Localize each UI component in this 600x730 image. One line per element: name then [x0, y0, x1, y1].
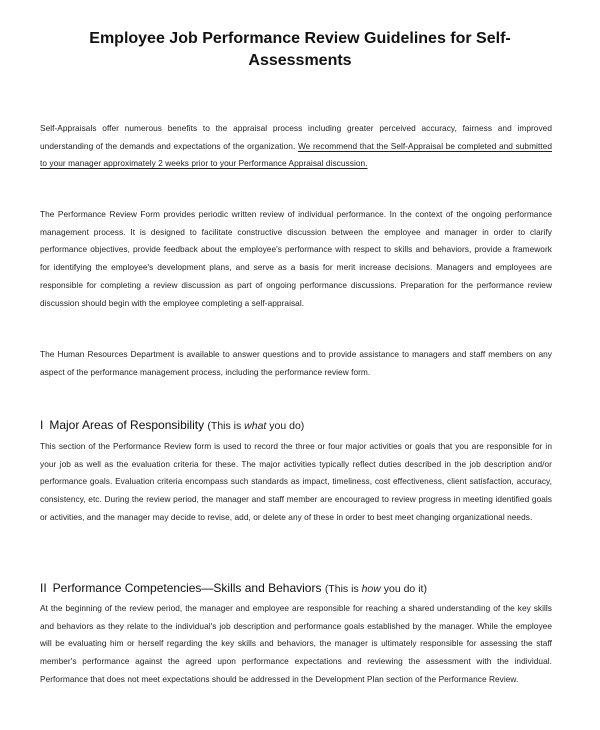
section-2-sub-emphasis: how: [361, 583, 381, 595]
section-2-subtitle: [325, 583, 427, 595]
section-2-heading: [40, 580, 560, 597]
section-2-sub-prefix: (This is: [324, 583, 362, 595]
intro-paragraph: [40, 120, 552, 173]
section-1-sub-prefix: (This is: [207, 420, 245, 432]
section-1-sub-emphasis: what: [244, 420, 267, 432]
section-2-title: Performance Competencies—Skills and Behaviors: [52, 581, 322, 595]
section-1-title: Major Areas of Responsibility: [49, 418, 205, 432]
section-1-subtitle: [207, 420, 304, 432]
document-title: Employee Job Performance Review Guidelines for Self-Assessments: [89, 30, 511, 69]
section-2-body: At the beginning of the review period, the manager and employee are responsible for reaching a shared understanding of the key skills and behaviors as they relate to the individual's job description and performance goals established by the manager. While the employee will be evaluating him or herself regarding the key skills and behaviors, the manager is ultimately responsible for assessing the staff member's performance against the agreed upon performance expectations and reviewing the assessment with the individual. Performance that does not meet expectations should be addressed in the Development Plan section of the Performance Review.: [40, 603, 552, 684]
hr-paragraph: The Human Resources Department is available to answer questions and to provide assistance to managers and staff members on any aspect of the performance management process, including the performance review form.: [40, 349, 552, 377]
intro-recommendation: We recommend that the Self-Appraisal be completed and submitted to your manager approximately 2 weeks prior to your Performance Appraisal discussion.: [40, 140, 552, 169]
section-1-body: This section of the Performance Review form is used to record the three or four major activities or goals that you are responsible for in your job as well as the evaluation criteria for these. The major activities typically reflect duties described in the job description and/or performance goals. Evaluation criteria encompass such standards as impact, timeliness, cost effectiveness, client satisfaction, accuracy, consistency, etc. During the review period, the manager and staff member are encouraged to review progress in meeting identified goals or activities, and the manager may decide to revise, add, or delete any of these in order to best meet changing organizational needs.: [40, 441, 552, 522]
section-1-number: I: [40, 418, 44, 432]
review-form-paragraph: The Performance Review Form provides periodic written review of individual performance. In the context of the ongoing performance management process. It is designed to facilitate constructive discussion between the employee and manager in order to clarify performance objectives, provide feedback about the employee's performance with respect to skills and behaviors, provide a framework for identifying the employee's development plans, and serve as a basis for merit increase decisions. Managers and employees are responsible for completing a review discussion as part of ongoing performance discussions. Preparation for the performance review discussion should begin with the employee completing a self-appraisal.: [40, 209, 552, 308]
section-2-number: II: [40, 581, 47, 595]
section-1-heading: [40, 417, 560, 434]
section-1-sub-suffix: you do): [266, 420, 305, 432]
intro-text: Self-Appraisals offer numerous benefits to the appraisal process including greater perceived accuracy, fairness and improved understanding of the demands and expectations of the organization.: [40, 123, 552, 151]
section-2-sub-suffix: you do it): [380, 583, 427, 595]
